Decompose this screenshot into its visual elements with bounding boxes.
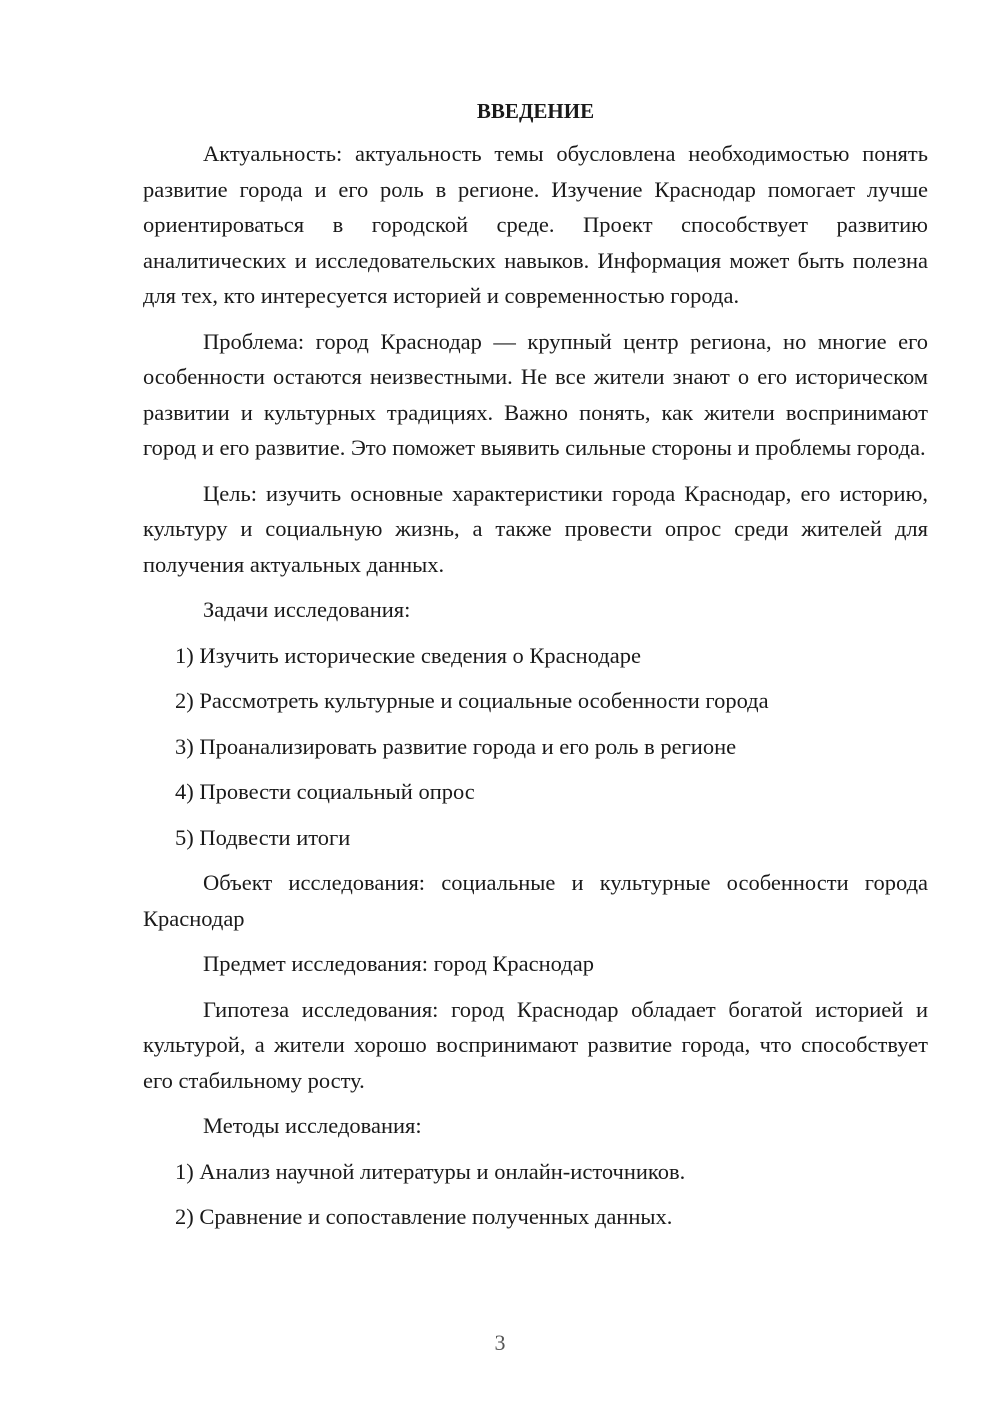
goal-paragraph: Цель: изучить основные характеристики города Краснодар, его историю, культуру и социальную жизнь, а также провести опрос среди жителей для получения актуальных данных. [143, 480, 928, 577]
task-item: 5) Подвести итоги [175, 824, 351, 850]
tasks-heading: Задачи исследования: [203, 597, 411, 622]
document-page [143, 96, 928, 1245]
hypothesis-paragraph: Гипотеза исследования: город Краснодар обладает богатой историей и культурой, а жители хорошо воспринимают развитие города, что способствует его стабильному росту. [143, 996, 928, 1093]
task-item: 4) Провести социальный опрос [175, 779, 475, 804]
method-item: 2) Сравнение и сопоставление полученных данных. [175, 1204, 673, 1229]
methods-heading: Методы исследования: [203, 1113, 422, 1138]
relevance-paragraph: Актуальность: актуальность темы обусловлена необходимостью понять развитие города и его роль в регионе. Изучение Краснодар помогает лучше ориентироваться в городской среде. Проект способствует развитию аналитических и исследовательских навыков. Информация может быть полезна для тех, кто интересуется историей и современностью города. [143, 141, 928, 308]
task-item: 3) Проанализировать развитие города и его роль в регионе [175, 733, 737, 759]
task-item: 1) Изучить исторические сведения о Краснодаре [175, 642, 641, 668]
page-number: 3 [494, 1330, 506, 1355]
problem-paragraph: Проблема: город Краснодар — крупный центр региона, но многие его особенности остаются неизвестными. Не все жители знают о его историческом развитии и культурных традициях. Важно понять, как жители воспринимают город и его развитие. Это поможет выявить сильные стороны и проблемы города. [143, 328, 928, 460]
section-title: ВВЕДЕНИЕ [476, 99, 595, 123]
method-item: 1) Анализ научной литературы и онлайн-источников. [175, 1158, 686, 1184]
subject-paragraph: Предмет исследования: город Краснодар [203, 951, 594, 976]
task-item: 2) Рассмотреть культурные и социальные особенности города [175, 688, 769, 713]
object-paragraph: Объект исследования: социальные и культурные особенности города Краснодар [143, 870, 928, 931]
